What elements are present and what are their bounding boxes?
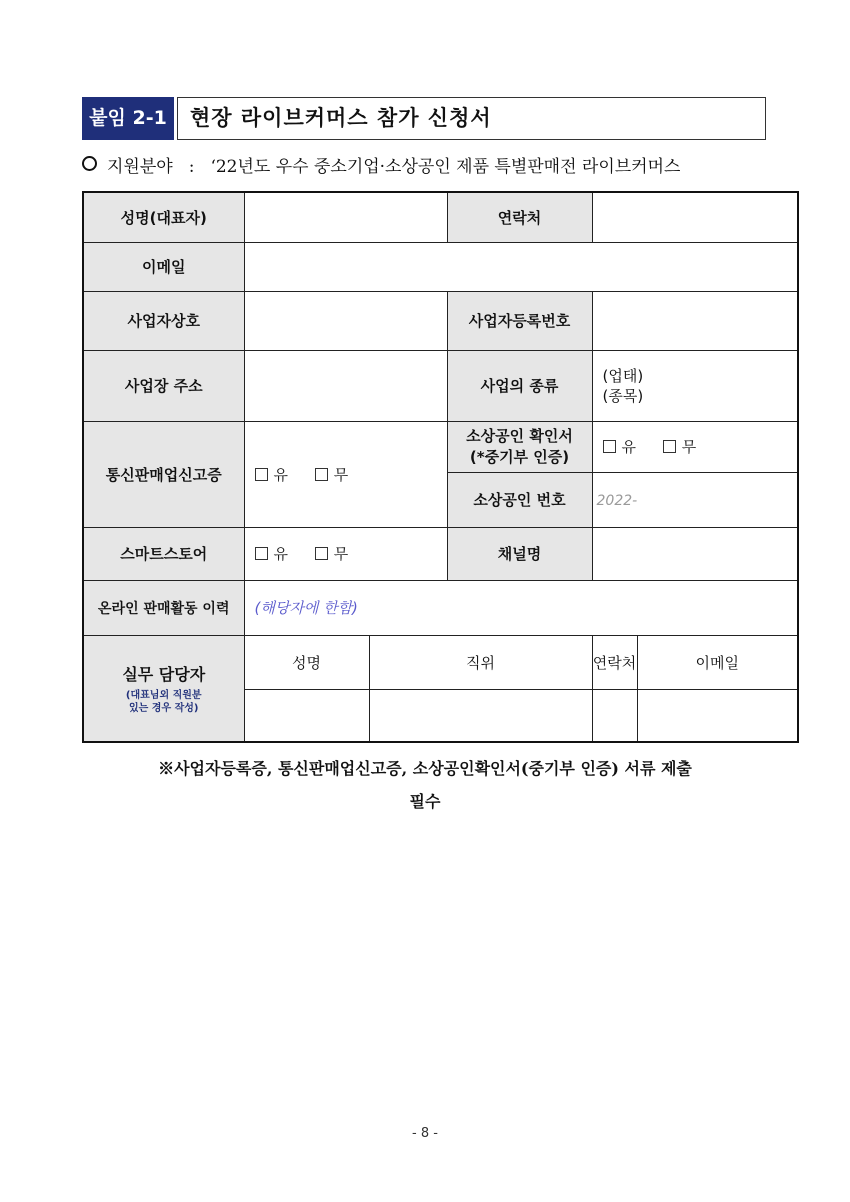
mail-order-yes[interactable]: 유 [255, 466, 289, 484]
mail-order-choice [244, 421, 447, 527]
staff-name-field[interactable] [244, 689, 369, 742]
checkbox-icon[interactable] [663, 440, 676, 453]
staff-email-field[interactable] [637, 689, 798, 742]
smartstore-yes[interactable]: 유 [255, 545, 289, 563]
staff-note: (대표님외 직원분 있는 경우 작성) [125, 689, 202, 714]
online-history-field[interactable] [244, 580, 798, 635]
checkbox-icon[interactable] [315, 547, 328, 560]
colon: : [188, 157, 195, 177]
page-number: - 8 - [412, 1126, 438, 1141]
staff-position-field[interactable] [369, 689, 592, 742]
staff-contact-field[interactable] [592, 689, 637, 742]
table-row [83, 580, 798, 635]
staff-col-position: 직위 [369, 635, 592, 689]
business-type-field[interactable] [592, 350, 798, 421]
mail-order-no[interactable]: 무 [315, 466, 349, 484]
checkbox-icon[interactable] [315, 468, 328, 481]
mail-order-label: 통신판매업신고증 [83, 421, 244, 527]
business-address-label: 사업장 주소 [83, 350, 244, 421]
business-name-field[interactable] [244, 291, 447, 350]
name-label: 성명(대표자) [83, 192, 244, 242]
staff-col-contact: 연락처 [592, 635, 637, 689]
title-frame [177, 97, 766, 140]
online-history-hint: (해당자에 한함) [254, 599, 358, 617]
small-biz-cert-label: 소상공인 확인서 (*중기부 인증) [447, 421, 592, 472]
page-title: 현장 라이브커머스 참가 신청서 [190, 106, 492, 130]
business-category-label: (업태) [602, 366, 644, 385]
table-row [83, 291, 798, 350]
small-biz-cert-yes[interactable]: 유 [603, 438, 637, 456]
email-label: 이메일 [83, 242, 244, 291]
circle-bullet-icon [82, 156, 97, 171]
attachment-badge: 붙임 2-1 [82, 97, 174, 140]
name-field[interactable] [244, 192, 447, 242]
checkbox-icon[interactable] [255, 547, 268, 560]
contact-field[interactable] [592, 192, 798, 242]
checkbox-icon[interactable] [603, 440, 616, 453]
support-field-line [82, 152, 680, 177]
small-biz-no-field[interactable] [592, 472, 798, 527]
table-row [83, 350, 798, 421]
business-reg-label: 사업자등록번호 [447, 291, 592, 350]
smartstore-choice [244, 527, 447, 580]
notice-line-2: 필수 [409, 792, 441, 811]
support-field-value: ‘22년도 우수 중소기업·소상공인 제품 특별판매전 라이브커머스 [210, 157, 681, 177]
staff-col-email: 이메일 [637, 635, 798, 689]
business-name-label: 사업자상호 [83, 291, 244, 350]
email-field[interactable] [244, 242, 798, 291]
table-row [83, 421, 798, 472]
table-row [83, 635, 798, 689]
checkbox-icon[interactable] [255, 468, 268, 481]
small-biz-no-label: 소상공인 번호 [447, 472, 592, 527]
channel-label: 채널명 [447, 527, 592, 580]
business-address-field[interactable] [244, 350, 447, 421]
small-biz-cert-no[interactable]: 무 [663, 438, 697, 456]
smartstore-no[interactable]: 무 [315, 545, 349, 563]
application-form-table [82, 191, 799, 743]
table-row [83, 527, 798, 580]
business-item-label: (종목) [602, 386, 644, 405]
small-biz-cert-choice [592, 421, 798, 472]
business-reg-field[interactable] [592, 291, 798, 350]
small-biz-no-hint: 2022- [596, 492, 638, 509]
staff-label: 실무 담당자 [122, 664, 206, 684]
table-row [83, 192, 798, 242]
table-row [83, 242, 798, 291]
contact-label: 연락처 [447, 192, 592, 242]
staff-label-cell [83, 635, 244, 742]
online-history-label: 온라인 판매활동 이력 [83, 580, 244, 635]
business-type-label: 사업의 종류 [447, 350, 592, 421]
support-field-label: 지원분야 [107, 157, 173, 177]
staff-col-name: 성명 [244, 635, 369, 689]
smartstore-label: 스마트스토어 [83, 527, 244, 580]
document-title-bar [82, 97, 766, 140]
notice-line-1: ※사업자등록증, 통신판매업신고증, 소상공인확인서(중기부 인증) 서류 제출 [158, 759, 692, 778]
channel-field[interactable] [592, 527, 798, 580]
